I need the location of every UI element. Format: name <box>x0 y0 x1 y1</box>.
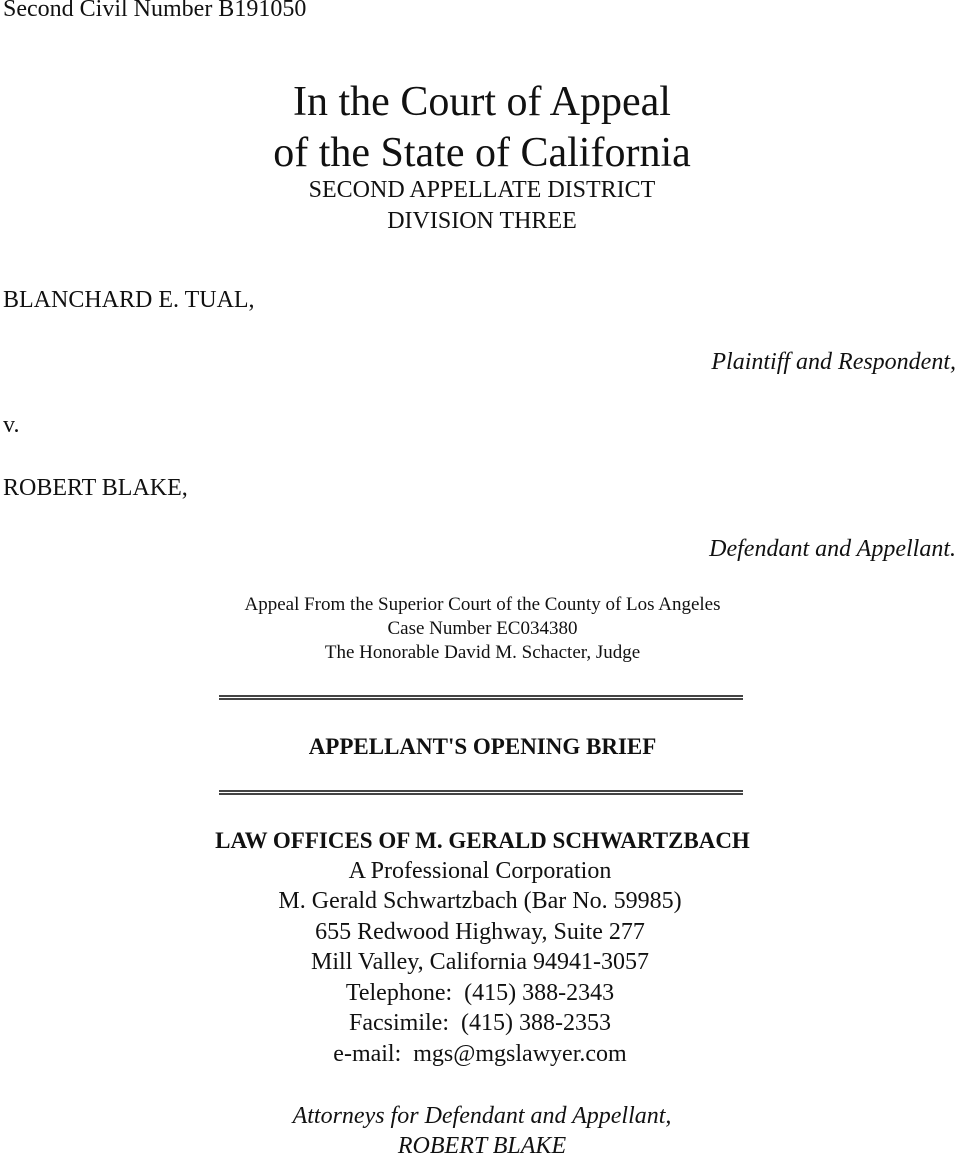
brief-title: APPELLANT'S OPENING BRIEF <box>308 734 657 759</box>
lower-court-case-number: Case Number EC034380 <box>387 618 578 639</box>
law-firm-name: LAW OFFICES OF M. GERALD SCHWARTZBACH <box>215 828 750 853</box>
appeal-from-line: Appeal From the Superior Court of the County of Los Angeles <box>244 594 721 615</box>
attorney-name-bar-number: M. Gerald Schwartzbach (Bar No. 59985) <box>278 888 682 914</box>
plaintiff-role: Plaintiff and Respondent, <box>711 349 956 375</box>
case-number-header: Second Civil Number B191050 <box>3 0 307 22</box>
double-rule-divider-bottom <box>219 790 743 795</box>
firm-email: e-mail: mgs@mgslawyer.com <box>333 1041 627 1067</box>
court-title-line2: of the State of California <box>273 130 691 176</box>
firm-corporation-type: A Professional Corporation <box>348 858 612 884</box>
appellate-district: SECOND APPELLATE DISTRICT <box>308 177 656 203</box>
attorneys-for-line: Attorneys for Defendant and Appellant, <box>292 1103 672 1129</box>
firm-facsimile: Facsimile: (415) 388-2353 <box>349 1010 611 1036</box>
firm-address-line1: 655 Redwood Highway, Suite 277 <box>315 919 645 945</box>
double-rule-divider-top <box>219 695 743 700</box>
versus-label: v. <box>3 412 20 438</box>
defendant-name: ROBERT BLAKE, <box>3 475 188 501</box>
plaintiff-name: BLANCHARD E. TUAL, <box>3 287 255 313</box>
firm-address-line2: Mill Valley, California 94941-3057 <box>311 949 649 975</box>
client-name: ROBERT BLAKE <box>397 1133 567 1159</box>
court-title-line1: In the Court of Appeal <box>293 79 671 125</box>
trial-judge: The Honorable David M. Schacter, Judge <box>324 642 641 663</box>
firm-telephone: Telephone: (415) 388-2343 <box>345 980 615 1006</box>
appellate-division: DIVISION THREE <box>387 208 577 234</box>
defendant-role: Defendant and Appellant. <box>709 536 956 562</box>
